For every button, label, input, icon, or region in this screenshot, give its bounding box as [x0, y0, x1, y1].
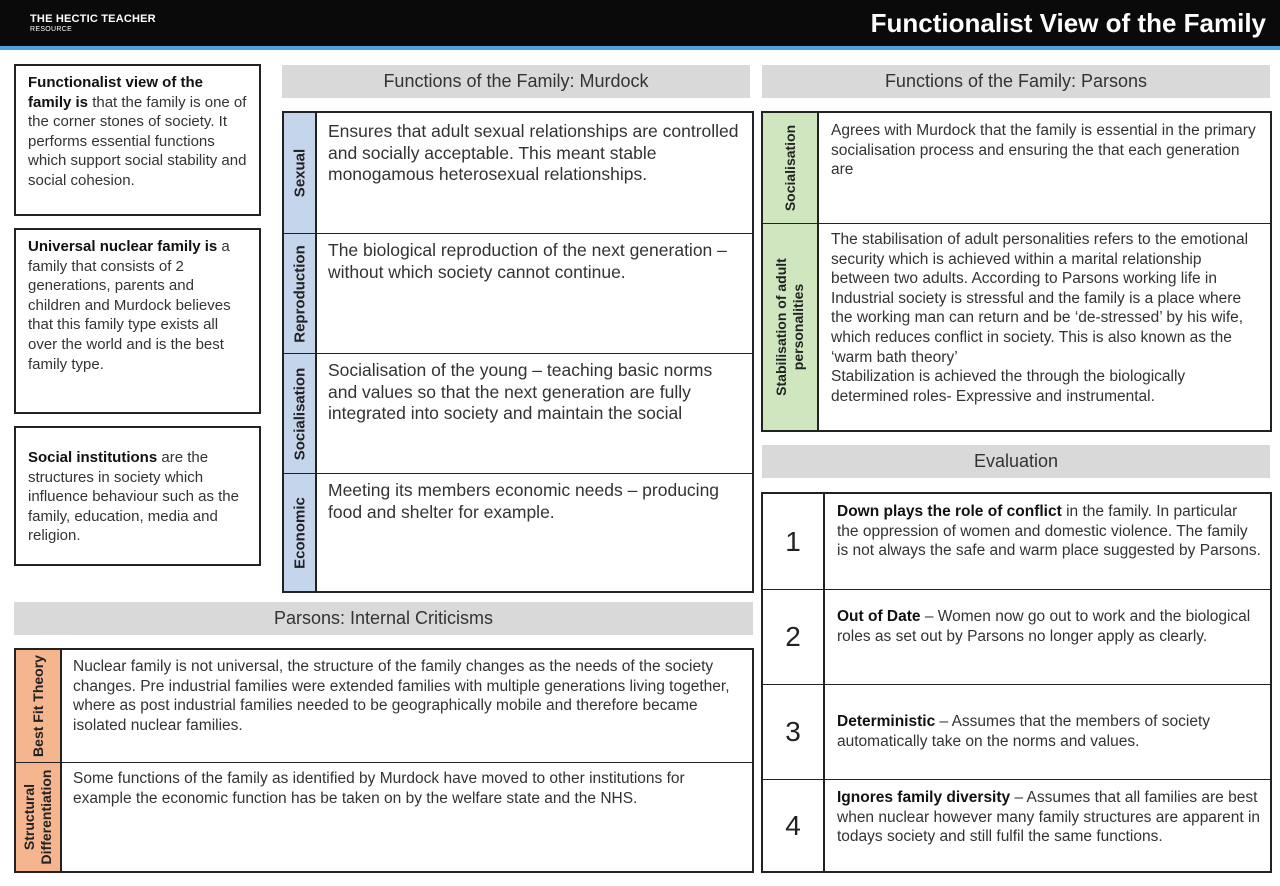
row-text: Ensures that adult sexual relationships are controlled and socially acceptable. This meant stable monogamous heterosexual relationships. — [328, 121, 739, 185]
row-label: Socialisation — [291, 367, 308, 460]
header-accent-bar — [0, 46, 1280, 50]
row-text — [837, 780, 1262, 847]
evaluation-heading: Evaluation — [762, 445, 1270, 478]
definition-social-institutions — [14, 426, 261, 566]
row-label-line: Differentiation — [38, 769, 54, 865]
row-text: Meeting its members economic needs – producing food and shelter for example. — [328, 480, 720, 522]
criticisms-heading: Parsons: Internal Criticisms — [14, 602, 753, 635]
row-text-bold: Ignores family diversity — [837, 789, 1011, 806]
row-text — [831, 224, 1262, 406]
definition-text: a family that consists of 2 generations, parents and children and Murdock believes that this family type exists all over the world and is the best family type. — [28, 238, 231, 373]
row-label-cell — [284, 234, 317, 353]
row-number: 1 — [763, 494, 825, 589]
murdock-heading: Functions of the Family: Murdock — [282, 65, 750, 98]
parsons-table — [761, 111, 1272, 432]
brand-logo — [30, 13, 156, 34]
page-title: Functionalist View of the Family — [870, 8, 1266, 38]
parsons-heading: Functions of the Family: Parsons — [762, 65, 1270, 98]
row-text-bold: Deterministic — [837, 713, 936, 730]
definition-term: Functionalist view of the family is — [28, 74, 204, 111]
row-label-cell — [763, 224, 819, 430]
table-row — [284, 233, 752, 353]
row-label: Reproduction — [291, 244, 308, 343]
row-text-paragraph: The stabilisation of adult personalities refers to the emotional security which is achieved within a marital relationship between two adults. According to Parsons working life in Industrial society is stressful and the family is a place where the working man can return and be ‘de-stressed’ by his wife, which reduces conflict in society. This is also known as the ‘warm bath theory’ — [831, 231, 1249, 366]
row-label — [773, 258, 807, 396]
row-text-rest: – Assumes that the members of society automatically take on the norms and values. — [837, 713, 1211, 750]
row-label-line: Structural — [21, 783, 37, 851]
table-row — [16, 762, 752, 871]
row-text — [837, 494, 1262, 561]
row-text-rest: – Women now go out to work and the biological roles as set out by Parsons no longer apply as clearly. — [837, 608, 1251, 645]
row-label: Socialisation — [782, 124, 798, 212]
row-text: Socialisation of the young – teaching basic norms and values so that the next generation are fully integrated into society and maintain the social — [328, 360, 713, 424]
row-label: Economic — [291, 496, 308, 569]
row-label: Sexual — [291, 148, 308, 198]
row-number: 2 — [763, 590, 825, 684]
row-text-rest: in the family. In particular the oppression of women and domestic violence. The family is not always the safe and warm place suggested by Parsons. — [837, 503, 1261, 560]
definition-term: Universal nuclear family is — [28, 238, 218, 255]
evaluation-table — [761, 492, 1272, 873]
row-text — [837, 685, 1262, 751]
row-label — [21, 770, 55, 865]
definition-text: that the family is one of the corner stones of society. It performs essential functions which support social stability and social cohesion. — [28, 93, 247, 189]
row-number: 4 — [763, 780, 825, 871]
row-text-bold: Out of Date — [837, 608, 921, 625]
row-label-line: Stabilisation of adult — [773, 258, 789, 396]
definition-term: Social institutions — [28, 449, 158, 466]
definition-text: are the structures in society which influence behaviour such as the family, education, media and religion. — [28, 449, 239, 545]
row-label-cell — [284, 113, 317, 233]
table-row — [763, 684, 1270, 779]
table-row — [763, 589, 1270, 684]
row-text: Some functions of the family as identified by Murdock have moved to other institutions for example the economic function has be taken on by the welfare state and the NHS. — [73, 770, 685, 807]
row-text: The biological reproduction of the next generation – without which society cannot continue. — [328, 240, 727, 282]
row-label-cell — [16, 763, 62, 871]
row-text-bold: Down plays the role of conflict — [837, 503, 1062, 520]
brand-name: THE HECTIC TEACHER — [30, 13, 156, 25]
table-row — [763, 113, 1270, 223]
definition-functionalist — [14, 64, 261, 216]
criticisms-table — [14, 648, 754, 873]
table-row — [763, 494, 1270, 589]
table-row — [284, 113, 752, 233]
row-label-cell — [284, 354, 317, 473]
table-row — [16, 650, 752, 762]
row-text-paragraph: Stabilization is achieved the through the biologically determined roles- Expressive and instrumental. — [831, 368, 1186, 405]
row-text: Nuclear family is not universal, the structure of the family changes as the needs of the society changes. Pre industrial families were extended families with multiple generations living together, where as post industrial families needed to be geographically mobile and therefore became isolated nuclear families. — [73, 658, 730, 734]
header — [0, 0, 1280, 46]
definition-universal-nuclear-family — [14, 228, 261, 414]
row-label-cell — [16, 650, 62, 762]
table-row — [284, 353, 752, 473]
row-text — [837, 590, 1262, 646]
row-number: 3 — [763, 685, 825, 779]
row-label-cell — [763, 113, 819, 223]
row-label-cell — [284, 474, 317, 591]
brand-subtitle: RESOURCE — [30, 26, 73, 33]
table-row — [763, 779, 1270, 871]
row-label-line: personalities — [790, 283, 806, 371]
row-text-rest: – Assumes that all families are best when nuclear however many family structures are apparent in todays society and still fulfil the same functions. — [837, 789, 1261, 846]
table-row — [284, 473, 752, 591]
table-row — [763, 223, 1270, 430]
row-label: Best Fit Theory — [30, 655, 46, 757]
murdock-table — [282, 111, 754, 593]
row-text: Agrees with Murdock that the family is essential in the primary socialisation process and ensuring the that each generation are — [831, 122, 1256, 179]
